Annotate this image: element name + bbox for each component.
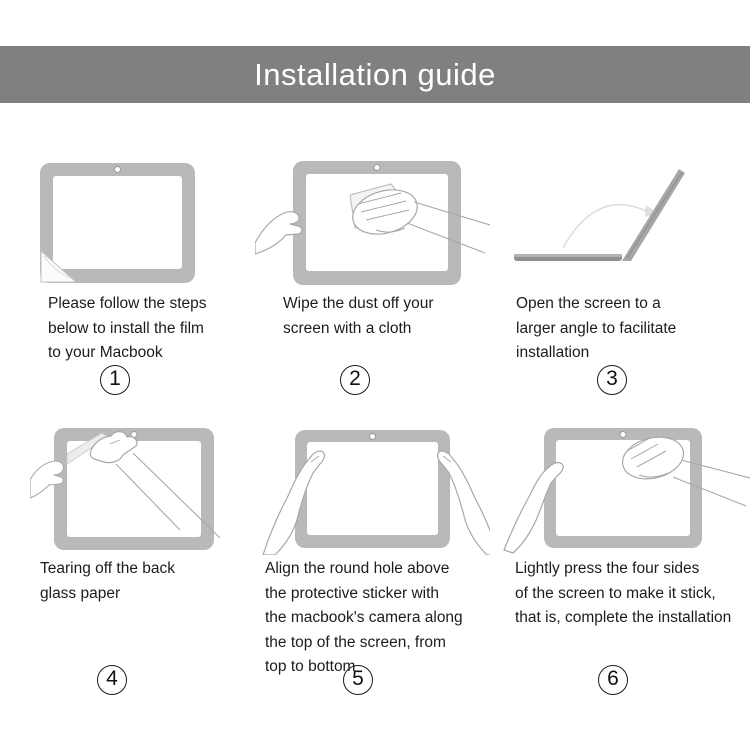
caption-line: screen with a cloth xyxy=(283,319,412,337)
step-caption xyxy=(255,290,490,341)
step-caption xyxy=(30,290,230,366)
step-number-badge xyxy=(597,365,627,395)
wipe-screen-with-cloth-icon xyxy=(255,155,490,290)
step-number: 2 xyxy=(349,367,361,390)
step-number: 3 xyxy=(606,367,618,390)
step-number-badge xyxy=(100,365,130,395)
step-caption xyxy=(500,555,750,631)
caption-line: Wipe the dust off your xyxy=(283,295,434,312)
caption-line: Align the round hole above xyxy=(265,560,450,577)
step-1 xyxy=(30,155,230,405)
caption-line: below to install the film xyxy=(48,319,204,337)
caption-line: the top of the screen, from xyxy=(265,633,446,651)
step-2 xyxy=(255,155,490,405)
caption-line: Open the screen to a xyxy=(516,295,661,312)
caption-line: that is, complete the installation xyxy=(515,609,732,626)
caption-line: Please follow the steps xyxy=(48,295,207,312)
caption-line: larger angle to facilitate xyxy=(516,319,677,337)
step-number: 5 xyxy=(352,667,364,690)
caption-line: the macbook's camera along xyxy=(265,609,463,626)
caption-line: Lightly press the four sides xyxy=(515,560,700,577)
step-number-badge xyxy=(598,665,628,695)
step-4 xyxy=(30,420,230,710)
header-bar xyxy=(0,46,750,103)
step-number-badge xyxy=(340,365,370,395)
align-screen-two-hands-icon xyxy=(255,420,490,555)
caption-line: to your Macbook xyxy=(48,344,163,361)
screen-protector-peeled-corner-icon xyxy=(30,155,230,290)
caption-line: of the screen to make it stick, xyxy=(515,584,716,602)
step-3 xyxy=(500,155,750,405)
page-title: Installation guide xyxy=(254,57,496,92)
step-number: 6 xyxy=(607,667,619,690)
caption-line: Tearing off the back xyxy=(40,560,175,577)
step-5 xyxy=(255,420,490,710)
caption-line: the protective sticker with xyxy=(265,584,440,602)
step-caption xyxy=(255,555,490,680)
step-number: 4 xyxy=(106,667,118,690)
step-number-badge xyxy=(343,665,373,695)
step-6 xyxy=(500,420,750,710)
press-screen-sides-icon xyxy=(500,420,750,555)
tear-off-back-paper-icon xyxy=(30,420,230,555)
caption-line: glass paper xyxy=(40,584,121,602)
laptop-opened-wide-icon xyxy=(500,155,750,290)
caption-line: top to bottom xyxy=(265,658,356,675)
step-number: 1 xyxy=(109,367,121,390)
step-caption xyxy=(30,555,230,606)
step-caption xyxy=(500,290,750,366)
step-number-badge xyxy=(97,665,127,695)
caption-line: installation xyxy=(516,344,590,361)
